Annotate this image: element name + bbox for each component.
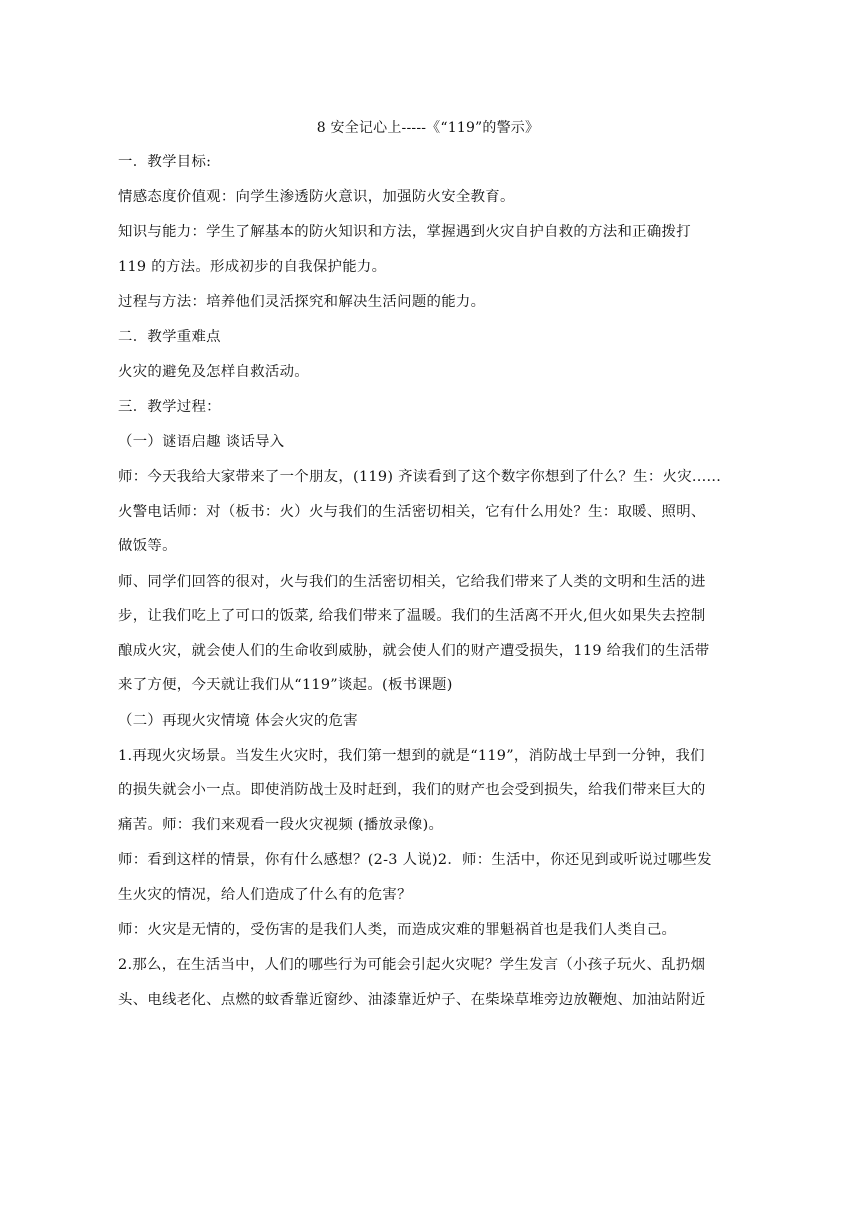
- paragraph-line: 来了方便，今天就让我们从“119”谈起。(板书课题): [118, 677, 453, 693]
- paragraph-line: 头、电线老化、点燃的蚊香靠近窗纱、油漆靠近炉子、在柴垛草堆旁边放鞭炮、加油站附近: [118, 991, 706, 1008]
- paragraph-line: 做饭等。: [118, 538, 177, 554]
- paragraph-line: 步，让我们吃上了可口的饭菜, 给我们带来了温暖。我们的生活离不开火,但火如果失去控制: [118, 608, 706, 624]
- paragraph-line: 师、同学们回答的很对，火与我们的生活密切相关，它给我们带来了人类的文明和生活的进: [118, 573, 706, 590]
- paragraph-line: 火灾的避免及怎样自救活动。: [118, 364, 309, 380]
- paragraph: [118, 362, 738, 382]
- paragraph: [118, 948, 738, 1017]
- paragraph: [118, 187, 738, 207]
- paragraph: [118, 327, 738, 347]
- paragraph-line: 师：今天我给大家带来了一个朋友，(119) 齐读看到了这个数字你想到了什么？生：火灾......: [118, 469, 722, 485]
- paragraph-line: 的损失就会小一点。即使消防战士及时赶到，我们的财产也会受到损失，给我们带来巨大的: [118, 782, 706, 798]
- paragraph-line: 酿成火灾，就会使人们的生命收到威胁，就会使人们的财产遭受损失，119 给我们的生活带: [118, 642, 710, 659]
- paragraph: [118, 920, 738, 940]
- paragraph-line: 师：看到这样的情景，你有什么感想？(2-3 人说)2．师：生活中，你还见到或听说过哪些发: [118, 852, 712, 868]
- paragraph-line: 三．教学过程：: [118, 399, 221, 415]
- paragraph-line: 二．教学重难点: [118, 329, 221, 345]
- paragraph-line: 1.再现火灾场景。当发生火灾时，我们第一想到的就是“119”，消防战士早到一分钟，我们: [118, 747, 705, 764]
- paragraph: [118, 152, 738, 172]
- paragraph: [118, 460, 738, 564]
- paragraph: [118, 843, 738, 912]
- paragraph-line: 痛苦。师：我们来观看一段火灾视频 (播放录像)。: [118, 816, 444, 833]
- paragraph-line: （二）再现火灾情境 体会火灾的危害: [118, 712, 358, 729]
- paragraph-line: 2.那么，在生活当中，人们的哪些行为可能会引起火灾呢？学生发言（小孩子玩火、乱扔烟: [118, 957, 706, 973]
- paragraph-line: （一）谜语启趣 谈话导入: [118, 434, 285, 450]
- document-page: [118, 118, 738, 1025]
- paragraph: [118, 711, 738, 731]
- paragraph: [118, 432, 738, 452]
- paragraph: [118, 739, 738, 843]
- paragraph-line: 过程与方法：培养他们灵活探究和解决生活问题的能力。: [118, 294, 486, 310]
- paragraph-line: 生火灾的情况，给人们造成了什么有的危害？: [118, 886, 412, 903]
- paragraph-line: 知识与能力：学生了解基本的防火知识和方法，掌握遇到火灾自护自救的方法和正确拨打: [118, 224, 691, 240]
- paragraph-line: 一．教学目标:: [118, 154, 212, 170]
- document-body: [118, 152, 738, 1017]
- paragraph: [118, 565, 738, 703]
- paragraph-line: 119 的方法。形成初步的自我保护能力。: [118, 258, 387, 275]
- paragraph-line: 火警电话师：对（板书：火）火与我们的生活密切相关，它有什么用处？生：取暖、照明、: [118, 503, 706, 520]
- paragraph: [118, 215, 738, 284]
- paragraph: [118, 397, 738, 417]
- paragraph: [118, 292, 738, 312]
- paragraph-line: 师：火灾是无情的，受伤害的是我们人类，而造成灾难的罪魁祸首也是我们人类自己。: [118, 922, 677, 938]
- paragraph-line: 情感态度价值观：向学生渗透防火意识，加强防火安全教育。: [118, 189, 515, 205]
- document-title: 8 安全记心上-----《“119”的警示》: [316, 120, 540, 136]
